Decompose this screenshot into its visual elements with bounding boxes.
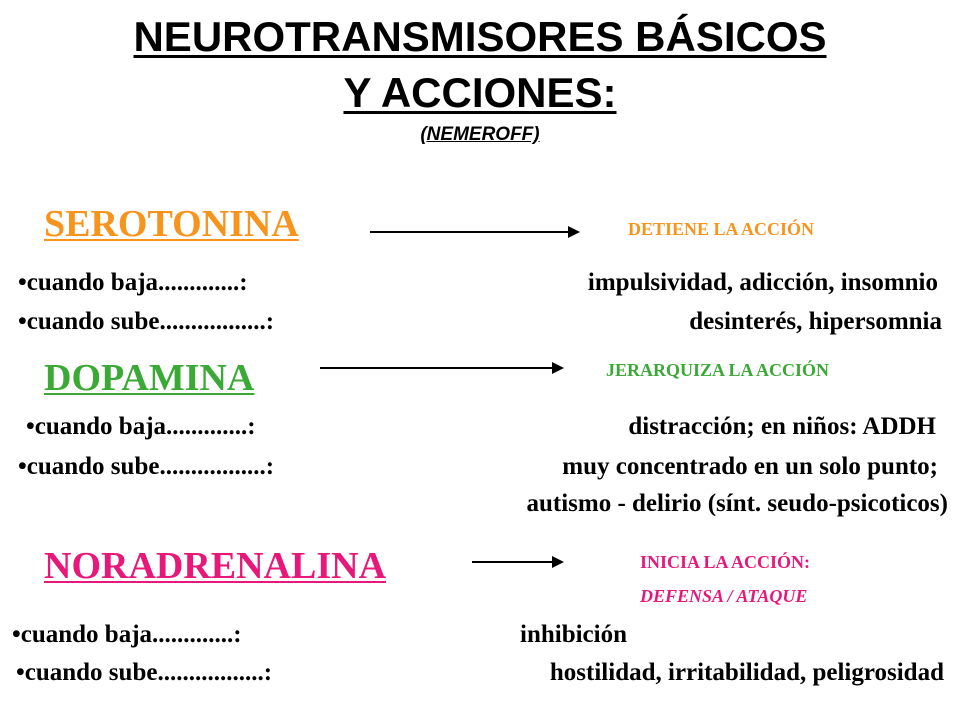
serotonina-action: DETIENE LA ACCIÓN (628, 219, 815, 239)
dopamina-heading: DOPAMINA (44, 357, 255, 399)
noradrenalina-arrow-icon (472, 556, 564, 568)
dopamina-high-effect-continued: autismo - delirio (sínt. seudo-psicoticos) (526, 490, 948, 517)
serotonina-low-label: •cuando baja.............: (18, 269, 248, 296)
noradrenalina-action-detail: DEFENSA / ATAQUE (640, 586, 808, 606)
noradrenalina-low-label: •cuando baja.............: (12, 621, 242, 648)
dopamina-high-effect: muy concentrado en un solo punto; (562, 453, 938, 480)
noradrenalina-high-effect: hostilidad, irritabilidad, peligrosidad (549, 659, 944, 686)
serotonina-low-effect: impulsividad, adicción, insomnio (587, 269, 938, 296)
noradrenalina-high-label: •cuando sube.................: (16, 659, 273, 686)
source-citation: (NEMEROFF) (420, 124, 540, 145)
dopamina-arrow-icon (320, 362, 564, 374)
serotonina-heading: SEROTONINA (44, 203, 299, 245)
noradrenalina-action: INICIA LA ACCIÓN: (640, 552, 811, 572)
noradrenalina-low-effect: inhibición (520, 621, 627, 648)
page-title-line-2: Y ACCIONES: (343, 69, 617, 116)
dopamina-low-effect: distracción; en niños: ADDH (628, 413, 936, 440)
serotonina-high-label: •cuando sube.................: (18, 308, 275, 335)
serotonina-high-effect: desinterés, hipersomnia (689, 308, 942, 335)
page-title-line-1: NEUROTRANSMISORES BÁSICOS (133, 13, 827, 60)
dopamina-low-label: •cuando baja.............: (26, 413, 256, 440)
dopamina-action: JERARQUIZA LA ACCIÓN (606, 360, 830, 380)
dopamina-high-label: •cuando sube.................: (18, 453, 275, 480)
serotonina-arrow-icon (370, 226, 580, 238)
noradrenalina-heading: NORADRENALINA (44, 545, 387, 587)
